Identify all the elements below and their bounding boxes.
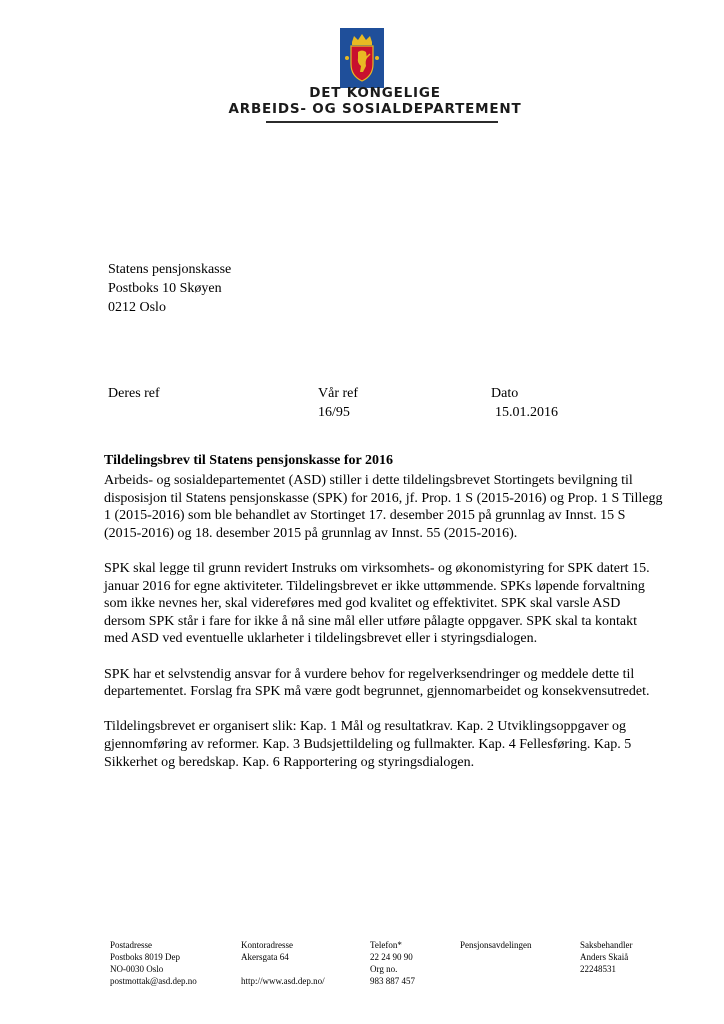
footer-label: Postadresse [110,940,152,950]
footer-text: 22 24 90 90 [370,952,413,962]
footer-text: NO-0030 Oslo [110,964,164,974]
footer-kontoradresse [241,939,325,987]
dato-label: Dato [491,386,519,401]
ministry-name-line1: DET KONGELIGE [309,85,441,101]
footer-label: Pensjonsavdelingen [460,940,532,950]
footer-avdeling [460,939,532,951]
footer-text: Postboks 8019 Dep [110,952,181,962]
footer-email[interactable]: postmottak@asd.dep.no [110,976,197,986]
paragraph: SPK skal legge til grunn revidert Instruks om virksomhets- og økonomistyring for SPK datert 15. januar 2016 for egne aktiviteter. Tildelingsbrevet er ikke uttømmende. SPKs løpende forvaltning som ikke nevnes her, skal videreføres med god kvalitet og effektivitet. SPK skal varsle ASD dersom SPK står i fare for ikke å nå sine mål eller utføre pålagte oppgaver. SPK skal ta kontakt med ASD ved eventuelle uklarheter i tildelingsbrevet eller i styringsdialogen. [104,560,650,647]
deres-ref-label: Deres ref [108,386,160,401]
footer-text: 22248531 [580,964,616,974]
ministry-name-line2: ARBEIDS- OG SOSIALDEPARTEMENT [228,101,522,117]
footer-label: Kontoradresse [241,940,293,950]
coat-of-arms-icon [340,28,384,88]
var-ref-value: 16/95 [318,405,350,420]
recipient-name: Statens pensjonskasse [108,262,232,277]
recipient-city: 0212 Oslo [108,300,166,315]
dato-value: 15.01.2016 [495,405,558,420]
footer-telefon [370,939,415,987]
paragraph: SPK har et selvstendig ansvar for å vurdere behov for regelverksendringer og meddele dette til departementet. Forslag fra SPK må være godt begrunnet, gjennomarbeidet og konsekvensutredet. [104,666,650,700]
footer-postadresse [110,939,197,987]
var-ref-label: Vår ref [318,386,359,401]
recipient-box: Postboks 10 Skøyen [108,281,222,296]
paragraph: Arbeids- og sosialdepartementet (ASD) stiller i dette tildelingsbrevet Stortingets bevilgning til disposisjon til Statens pensjonskasse (SPK) for 2016, jf. Prop. 1 S (2015-2016) og Prop. 1 S Tillegg 1 (2015-2016) som ble behandlet av Stortinget 17. desember 2015 på grunnlag av Innst. 15 S (2015-2016) og 18. desember 2015 på grunnlag av Innst. 55 (2015-2016). [104,473,663,541]
footer-text: 983 887 457 [370,976,415,986]
footer-saksbehandler [580,939,632,975]
footer-website-link[interactable]: http://www.asd.dep.no/ [241,976,325,986]
footer-text: Anders Skaiå [580,952,629,962]
recipient-address [108,260,231,317]
footer-text [241,963,325,975]
letterhead [0,28,724,93]
letter-body [104,472,664,771]
footer-text: Org no. [370,964,398,974]
footer-label: Saksbehandler [580,940,633,950]
letter-title: Tildelingsbrev til Statens pensjonskasse for 2016 [104,453,393,468]
footer-text: Akersgata 64 [241,952,289,962]
header-divider [266,121,498,123]
footer-label: Telefon* [370,940,402,950]
paragraph: Tildelingsbrevet er organisert slik: Kap. 1 Mål og resultatkrav. Kap. 2 Utviklingsoppgaver og gjennomføring av reformer. Kap. 3 Budsjettildeling og fullmakter. Kap. 4 Fellesføring. Kap. 5 Sikkerhet og beredskap. Kap. 6 Rapportering og styringsdialogen. [104,719,632,770]
